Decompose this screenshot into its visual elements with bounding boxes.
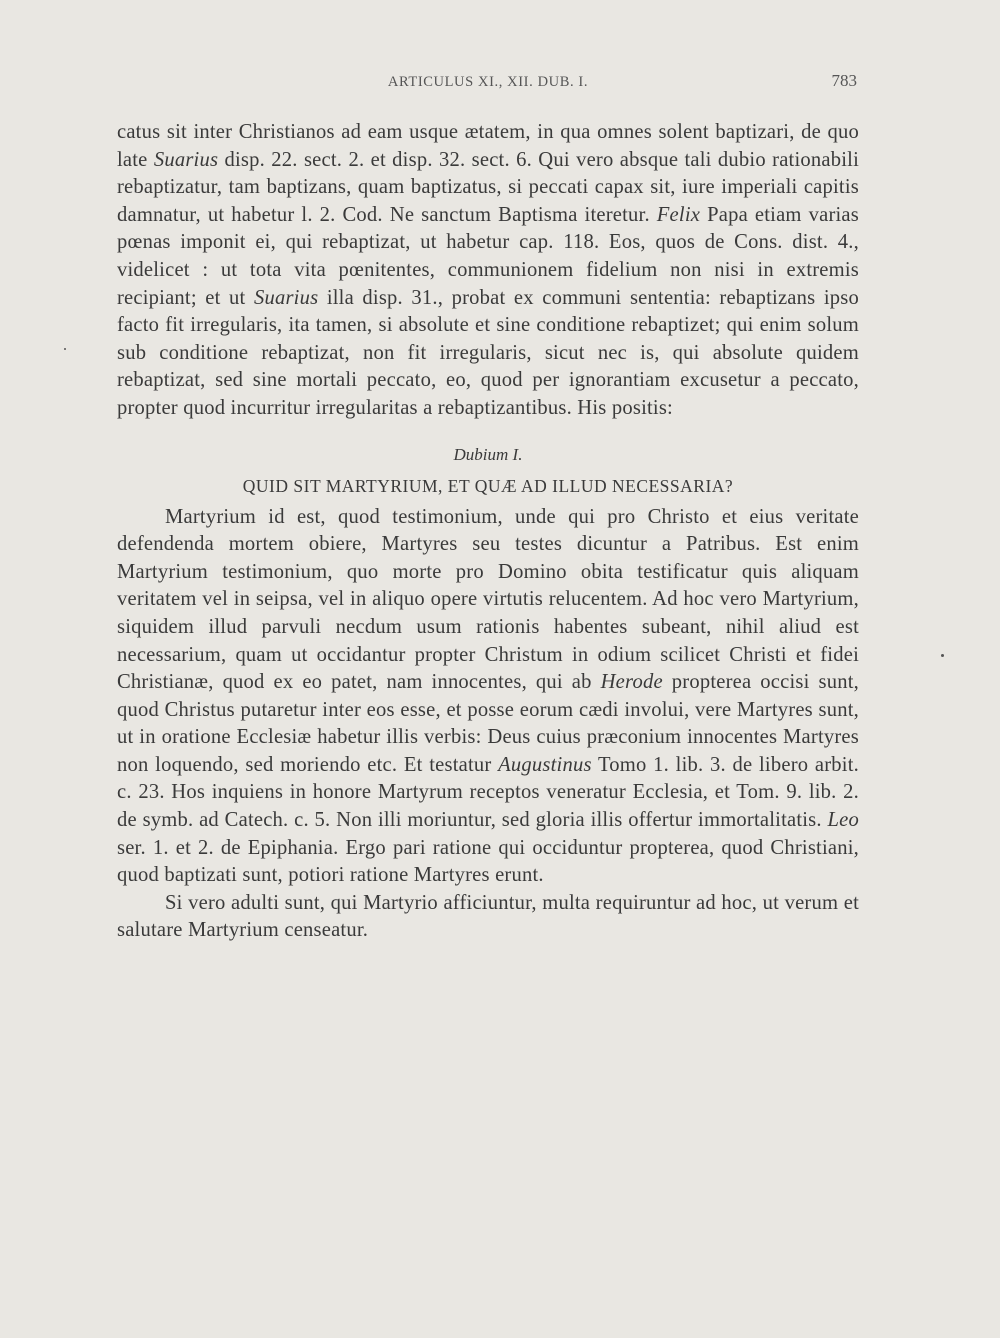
text-run: illa disp. 31., probat ex communi sententia: rebaptizans ipso facto fit irregularis, ita tamen, si absolute et sine conditione rebaptizet; qui enim solum sub conditione rebaptizat, non fit irregularis, sicut nec is, qui absolute quidem rebaptizat, sed sine mortali peccato, eo, quod per ignorantiam excusetur a peccato, propter quod incurritur irregularitas a rebaptizantibus. His positis: bbox=[117, 286, 859, 419]
running-head: ARTICULUS XI., XII. DUB. I. bbox=[387, 74, 589, 90]
text-run: Tomo 1. lib. 3. de libero arbit. c. 23. Hos inquiens in honore Martyrum receptos veneratur Ecclesia, et Tom. 9. lib. 2. de symb. ad Catech. c. 5. Non illi moriuntur, sed gloria illis offertur immortalitatis. bbox=[117, 753, 859, 832]
italic-name: Augustinus bbox=[498, 753, 592, 776]
text-run: disp. 22. sect. 2. et disp. 32. sect. 6. Qui vero absque tali dubio rationabili rebaptizatur, tam baptizans, quam baptizatus, si peccati capax sit, iure imperiali capitis damnatur, ut habetur l. 2. Cod. Ne sanctum Baptisma iteretur. bbox=[117, 148, 859, 226]
page-header bbox=[117, 71, 859, 98]
italic-name: Herode bbox=[600, 671, 663, 694]
italic-name: Suarius bbox=[253, 286, 319, 309]
text-run: propterea occisi sunt, quod Christus putaretur inter eos esse, et posse eorum cædi involui, vere Martyres sunt, ut in oratione Ecclesiæ habetur illis verbis: Deus cuius præconium innocentes Martyres non loquendo, sed moriendo etc. Et testatur bbox=[117, 671, 859, 776]
paper-speck bbox=[941, 654, 944, 657]
paper-speck bbox=[64, 348, 66, 350]
page-number: 783 bbox=[831, 71, 857, 90]
main-text bbox=[117, 119, 859, 945]
text-run: ser. 1. et 2. de Epiphania. Ergo pari ratione qui occiduntur propterea, quod Christiani, quod baptizati sunt, potiori ratione Martyres erunt. bbox=[117, 836, 859, 887]
text-run: Martyrium id est, quod testimonium, unde qui pro Christo et eius veritate defendenda mortem obiere, Martyres seu testes dicuntur a Patribus. Est enim Martyrium testimonium, quo morte pro Domino obita testificatur quis aliquam veritatem vel in seipsa, vel in aliquo opere virtutis relucentem. Ad hoc vero Martyrium, siquidem illud parvuli necdum usum rationis habentes subeant, nihil aliud est necessarium, quam ut occidantur propter Christum in odium scilicet Christi et fidei Christianæ, quod ex eo patet, nam innocentes, qui ab bbox=[117, 505, 859, 694]
paragraph-adults: Si vero adulti sunt, qui Martyrio afficiuntur, multa requiruntur ad hoc, ut verum et salutare Martyrium censeatur. bbox=[117, 891, 859, 942]
italic-name: Felix bbox=[656, 203, 701, 226]
text-run: catus sit inter Christianos ad eam usque ætatem, in qua omnes solent baptizari, de quo late bbox=[117, 121, 859, 171]
paragraph-martyrium bbox=[117, 504, 859, 890]
section-subheading: Dubium I. bbox=[453, 444, 523, 464]
paragraph-continuation bbox=[117, 119, 859, 423]
section-title: QUID SIT MARTYRIUM, ET QUÆ AD ILLUD NECESSARIA? bbox=[242, 475, 734, 496]
italic-name: Suarius bbox=[153, 148, 219, 171]
text-run: Papa etiam varias pœnas imponit ei, qui rebaptizat, ut habetur cap. 118. Eos, quos de Cons. dist. 4., videlicet : ut tota vita pœnitentes, communionem fidelium non nisi in extremis recipiant; et ut bbox=[117, 203, 859, 309]
italic-name: Leo bbox=[827, 809, 859, 832]
